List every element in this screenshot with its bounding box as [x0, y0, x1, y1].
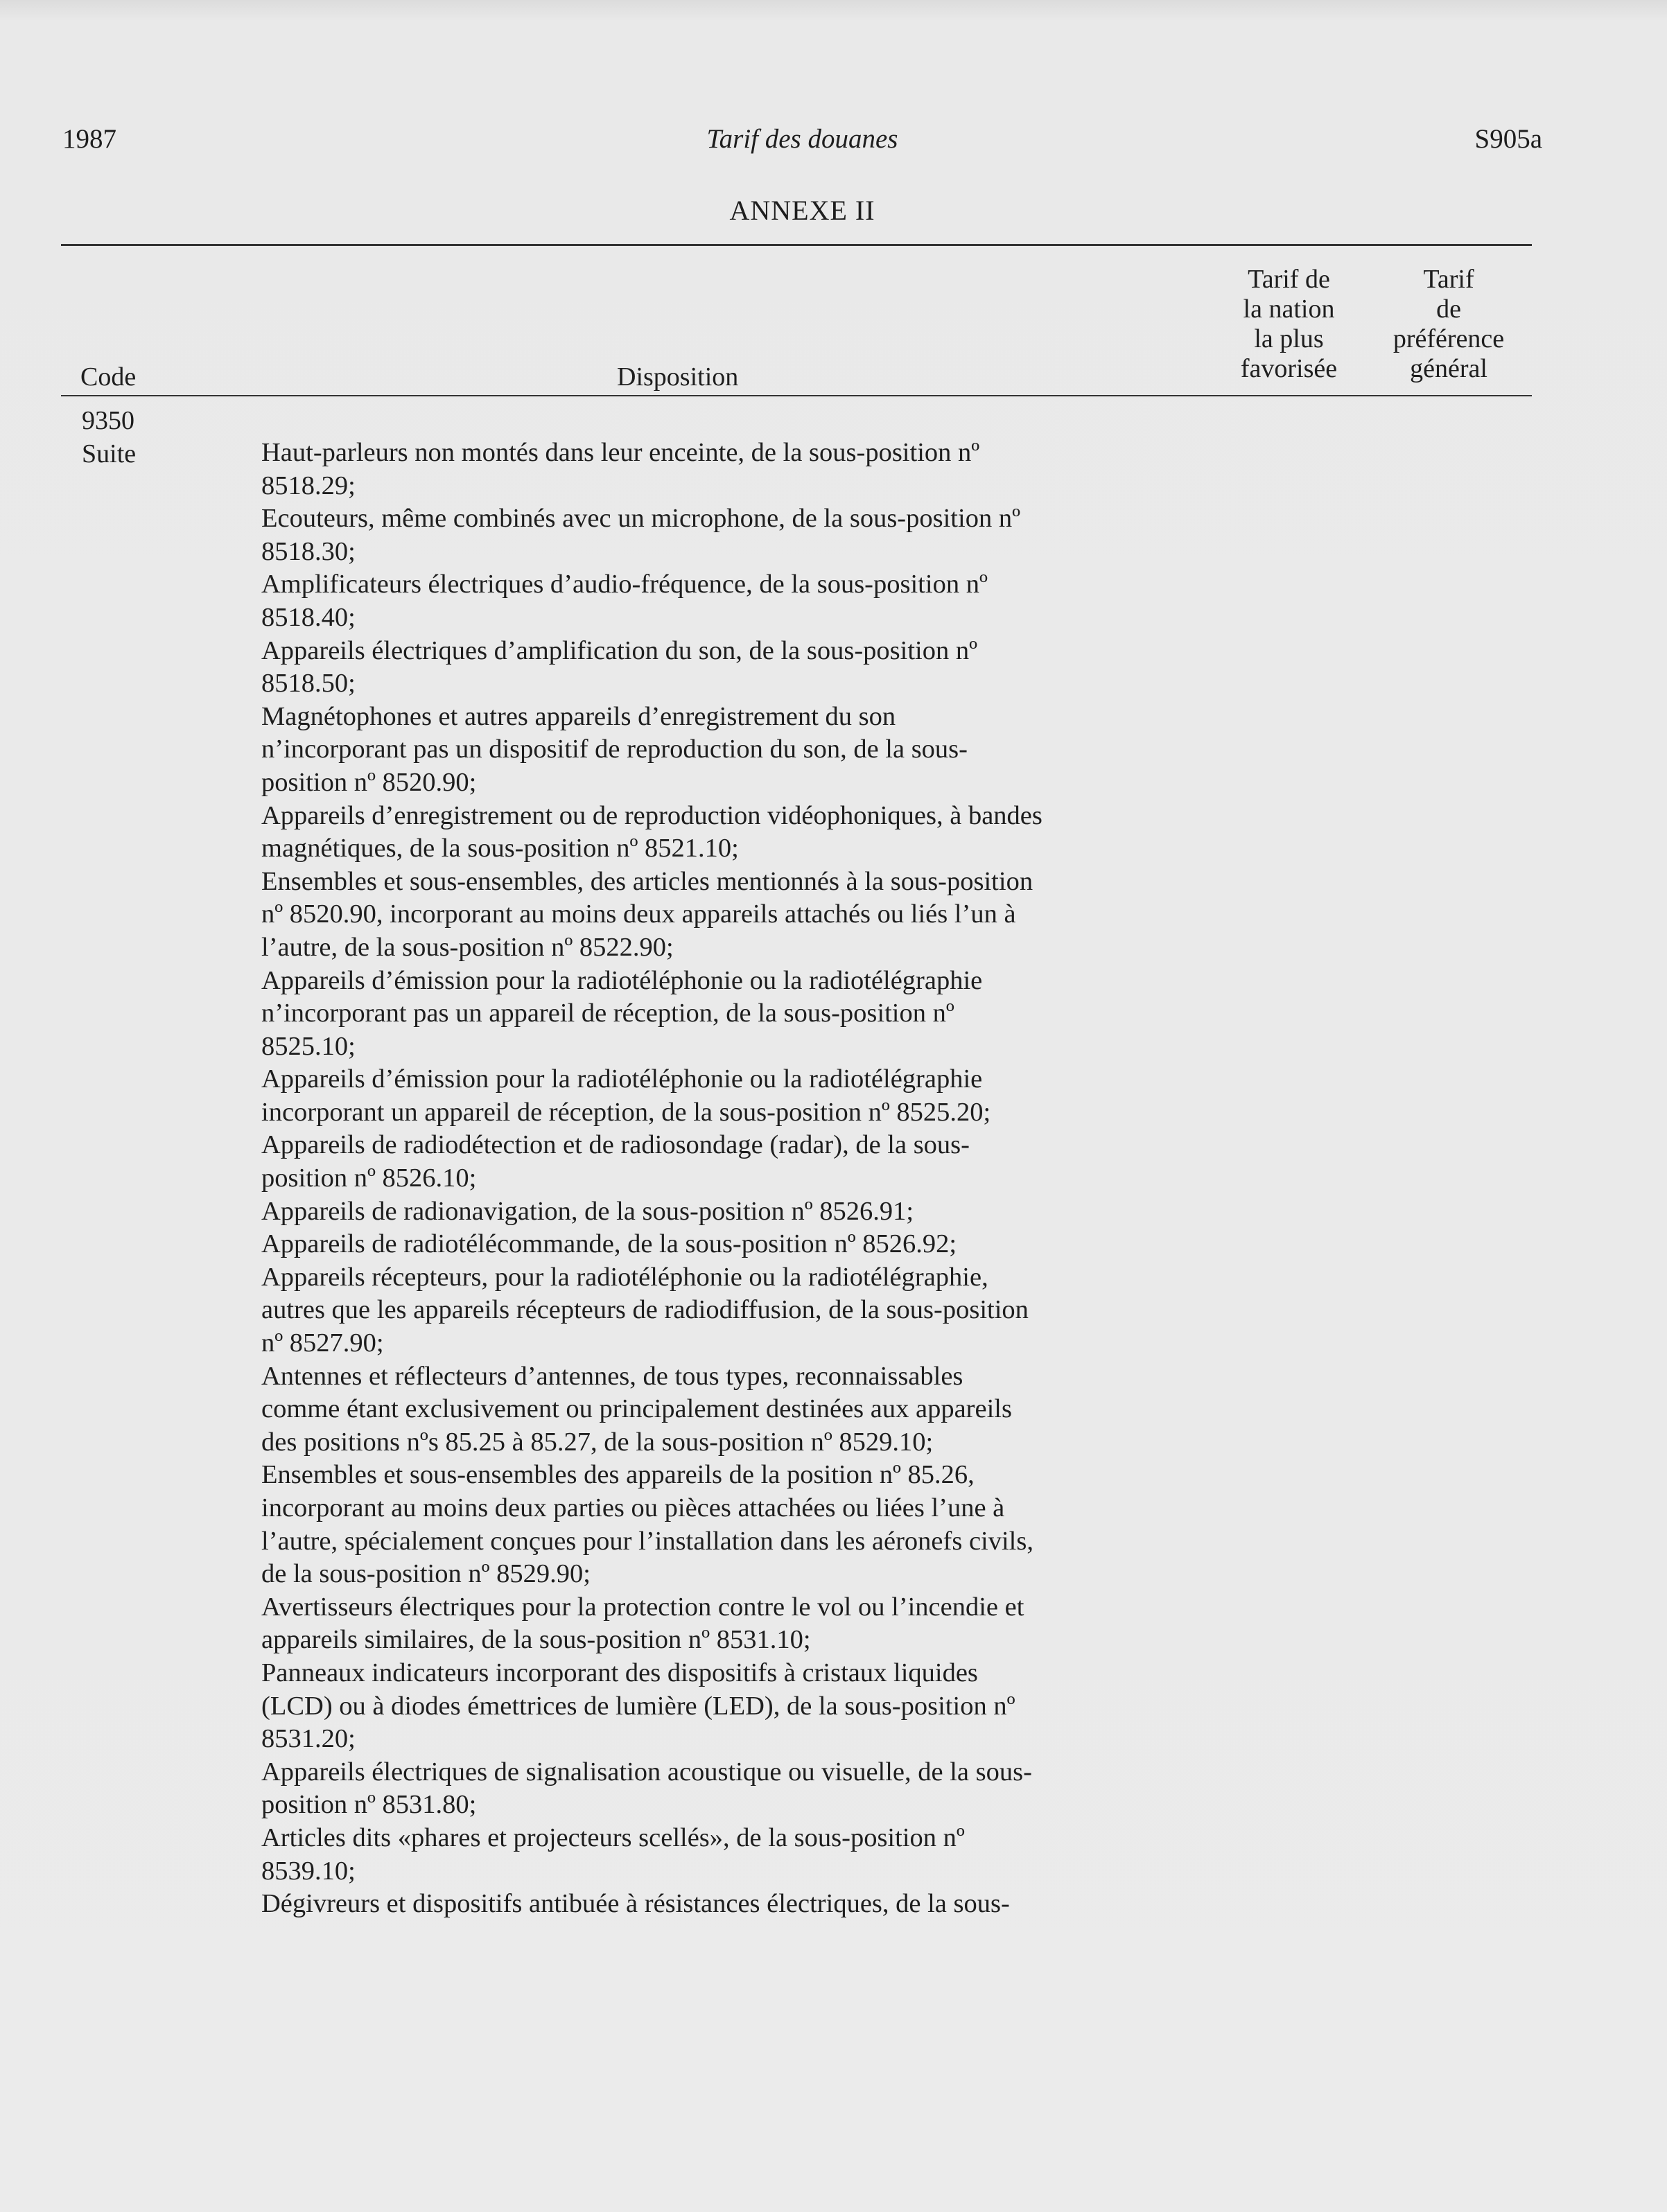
continuation-label: Suite [82, 439, 137, 468]
disposition-line: Appareils électriques de signalisation acoustique ou visuelle, de la sous- [261, 1757, 1032, 1787]
disposition-line: nº 8527.90; [261, 1328, 384, 1358]
disposition-line: Appareils de radionavigation, de la sous-position nº 8526.91; [261, 1196, 914, 1226]
disposition-line: Haut-parleurs non montés dans leur enceinte, de la sous-position nº [261, 438, 980, 467]
top-rule [61, 244, 1532, 246]
disposition-line: 8518.29; [261, 471, 356, 500]
disposition-line: l’autre, de la sous-position nº 8522.90; [261, 932, 674, 962]
disposition-line: incorporant au moins deux parties ou pièces attachées ou liées l’une à [261, 1493, 1005, 1522]
disposition-line: Ensembles et sous-ensembles des appareils de la position nº 85.26, [261, 1460, 975, 1490]
disposition-line: nº 8520.90, incorporant au moins deux appareils attachés ou liés l’un à [261, 899, 1016, 929]
disposition-line: Articles dits «phares et projecteurs scellés», de la sous-position nº [261, 1823, 965, 1852]
disposition-line: incorporant un appareil de réception, de la sous-position nº 8525.20; [261, 1097, 991, 1127]
disposition-line: Appareils de radiodétection et de radiosondage (radar), de la sous- [261, 1130, 970, 1160]
column-header-line: favorisée [1240, 354, 1338, 383]
disposition-line: des positions nºs 85.25 à 85.27, de la sous-position nº 8529.10; [261, 1427, 934, 1457]
column-header-line: de [1436, 295, 1461, 324]
disposition-line: 8525.10; [261, 1031, 356, 1061]
disposition-line: appareils similaires, de la sous-position nº 8531.10; [261, 1625, 811, 1655]
disposition-line: Ensembles et sous-ensembles, des articles mentionnés à la sous-position [261, 866, 1033, 896]
code-column [82, 404, 136, 471]
disposition-line: Antennes et réflecteurs d’antennes, de tous types, reconnaissables [261, 1361, 963, 1391]
disposition-line: Appareils récepteurs, pour la radiotéléphonie ou la radiotélégraphie, [261, 1262, 988, 1292]
header-title: Tarif des douanes [706, 124, 898, 154]
disposition-line: l’autre, spécialement conçues pour l’installation dans les aéronefs civils, [261, 1526, 1033, 1556]
disposition-line: autres que les appareils récepteurs de radiodiffusion, de la sous-position [261, 1295, 1029, 1325]
column-header-line: préférence [1393, 324, 1505, 353]
disposition-line: comme étant exclusivement ou principalement destinées aux appareils [261, 1394, 1012, 1424]
header-rule [61, 395, 1532, 396]
disposition-line: Amplificateurs électriques d’audio-fréquence, de la sous-position nº [261, 570, 988, 599]
column-header-gpt-tariff [1376, 265, 1521, 384]
disposition-line: magnétiques, de la sous-position nº 8521.10; [261, 834, 739, 863]
disposition-line: Ecouteurs, même combinés avec un microphone, de la sous-position nº [261, 504, 1021, 534]
disposition-line: Appareils de radiotélécommande, de la sous-position nº 8526.92; [261, 1229, 957, 1259]
column-header-code: Code [80, 362, 137, 392]
disposition-line: Magnétophones et autres appareils d’enregistrement du son [261, 701, 896, 731]
disposition-text [261, 437, 1190, 1921]
disposition-line: de la sous-position nº 8529.90; [261, 1559, 591, 1589]
column-header-line: Tarif de [1248, 265, 1330, 294]
disposition-line: Appareils d’émission pour la radiotéléphonie ou la radiotélégraphie [261, 965, 983, 995]
column-header-line: général [1410, 354, 1487, 383]
column-header-mfn-tariff [1214, 265, 1363, 384]
running-header [62, 123, 1542, 165]
header-year: 1987 [62, 124, 116, 154]
disposition-line: 8518.40; [261, 602, 356, 632]
header-sheet-number: S905a [1474, 124, 1542, 154]
disposition-line: (LCD) ou à diodes émettrices de lumière (LED), de la sous-position nº [261, 1691, 1015, 1721]
disposition-line: Appareils d’enregistrement ou de reproduction vidéophoniques, à bandes [261, 800, 1042, 830]
disposition-line: 8539.10; [261, 1856, 356, 1886]
disposition-line: n’incorporant pas un appareil de réception, de la sous-position nº [261, 999, 954, 1028]
disposition-line: Avertisseurs électriques pour la protection contre le vol ou l’incendie et [261, 1592, 1024, 1622]
disposition-line: Appareils électriques d’amplification du son, de la sous-position nº [261, 635, 978, 665]
disposition-line: 8518.50; [261, 669, 356, 699]
disposition-line: Panneaux indicateurs incorporant des dispositifs à cristaux liquides [261, 1658, 978, 1687]
disposition-line: Appareils d’émission pour la radiotéléphonie ou la radiotélégraphie [261, 1064, 983, 1094]
column-header-disposition: Disposition [617, 362, 739, 392]
disposition-line: n’incorporant pas un dispositif de reproduction du son, de la sous- [261, 735, 968, 764]
column-header-line: la nation [1243, 295, 1335, 324]
disposition-line: position nº 8520.90; [261, 767, 477, 797]
disposition-line: Dégivreurs et dispositifs antibuée à résistances électriques, de la sous- [261, 1889, 1010, 1919]
tariff-code: 9350 [82, 406, 134, 435]
annex-title: ANNEXE II [729, 195, 875, 226]
column-header-line: Tarif [1423, 265, 1474, 294]
disposition-line: position nº 8531.80; [261, 1790, 477, 1820]
disposition-line: 8518.30; [261, 536, 356, 566]
disposition-line: 8531.20; [261, 1724, 356, 1754]
disposition-line: position nº 8526.10; [261, 1164, 477, 1193]
column-header-line: la plus [1254, 324, 1324, 353]
